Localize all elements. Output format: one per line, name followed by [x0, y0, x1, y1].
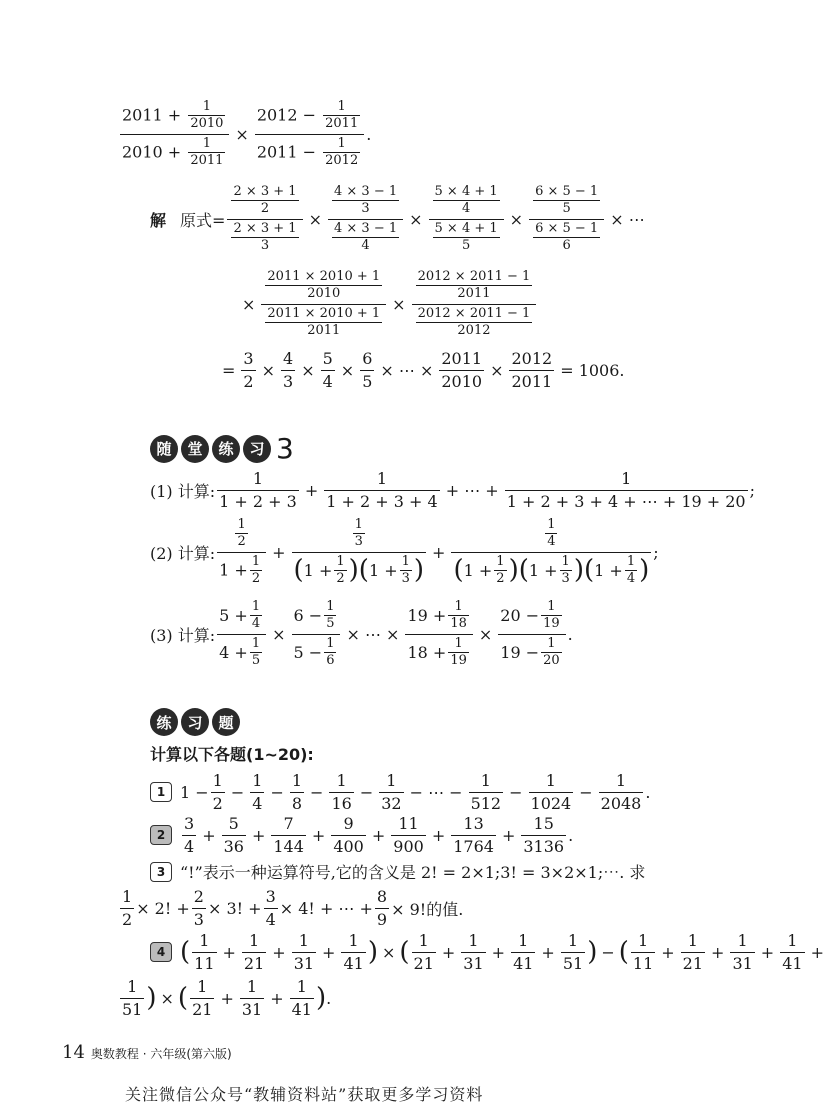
- heading-badge: 题: [212, 708, 240, 736]
- fraction: 1 20: [543, 635, 560, 668]
- fraction: 19 + 1 18 18 + 1 19: [405, 600, 472, 668]
- fraction: 11 900: [393, 814, 424, 856]
- fraction: [529, 185, 604, 253]
- fraction: 1 31: [463, 931, 484, 973]
- fraction: 3 4: [184, 814, 195, 856]
- fraction: 5 4: [322, 349, 333, 391]
- fraction: 1 6: [326, 635, 335, 668]
- fraction: 2012 2011: [511, 349, 553, 391]
- solution-row-2: × $\frac{2011 \times 2010 + 1}{2010}$ $\frac{2011 \times 2010 + 1}{2011}$ × $\frac{2012 \times 2011 - 1}{2011}$ $\frac{2012 \times 2011 - 1}{2012}$: [238, 270, 538, 338]
- question-marker: 3: [150, 862, 172, 882]
- fraction: $\frac{3}{4}$: [265, 887, 276, 929]
- solution-fractions: $\frac{2 \times 3 + 1}{2}$ $\frac{2 \times 3 + 1}{3}$ × $\frac{4 \times 3 - 1}{3}$ $\frac{4 \times 3 - 1}{4}$ × $\frac{5 \times 4 + 1}{4}$ $\frac{5 \times 4 + 1}{5}$ × $\frac{6 \times 5 - 1}{5}$ $\frac{6 \times 5 - 1}{6}$: [225, 185, 606, 253]
- watermark: 关注微信公众号“教辅资料站”获取更多学习资料: [125, 1085, 484, 1104]
- question-marker: 2: [150, 825, 172, 845]
- fraction: 1 51: [562, 931, 584, 973]
- heading-badge: 练: [212, 435, 240, 463]
- solution-simplified: 3 2 × 4 3 × 5 4 × 6 5: [243, 349, 373, 391]
- fraction: 1 16: [331, 771, 352, 813]
- heading-badge: 堂: [181, 435, 209, 463]
- fraction: 9 400: [333, 814, 364, 856]
- fraction: 1 19: [543, 599, 560, 632]
- fraction: 1 512: [470, 771, 502, 813]
- fraction: 1 41: [343, 931, 364, 973]
- heading-badge: 练: [150, 708, 178, 736]
- practice-heading: [150, 432, 294, 465]
- fraction: 1 8: [291, 771, 303, 813]
- fraction: 5 + 1 4 4 + 1 5: [217, 600, 266, 668]
- question-marker: 1: [150, 782, 172, 802]
- fraction: $\frac{8}{9}$: [376, 887, 388, 929]
- fraction: 1 5: [326, 599, 335, 632]
- example-expression: 2011 + $\frac{1}{2010}$ 2010 + $\frac{1}{2011}$ × 2012 − $\frac{1}{2011}$ 2011 − $\frac{1}{2012}$ .: [122, 99, 372, 168]
- fraction: 2011 2010: [441, 349, 483, 391]
- solution-label: 解: [150, 210, 167, 230]
- solution-row-1: 解 原式= $\frac{2 \times 3 + 1}{2}$ $\frac{2 \times 3 + 1}{3}$ × $\frac{4 \times 3 - 1}{3}$ $\frac{4 \times 3 - 1}{4}$ × $\frac{5 \times 4 + 1}{4}$ $\frac{5 \times 4 + 1}{5}$ × $\frac{6 \times 5 - 1}{5}$ $\frac{6 \times 5 - 1}{6}$ × ⋯: [150, 184, 645, 253]
- page-number: 14: [62, 1042, 85, 1063]
- fraction: 3 2: [243, 349, 254, 391]
- fraction: 1 31: [732, 931, 753, 973]
- exercise-1: 1 1 − 1 2 − 1 4 − 1 8 − 1 16 − 1 32 − ⋯ − 1 512 − 1 1024 − 1 2048 .: [150, 772, 650, 812]
- exercise-3: 3 “!”表示一种运算符号,它的含义是 2! = 2×1;3! = 3×2×1;⋯. 求: [150, 860, 645, 883]
- fraction: 1 32: [381, 771, 402, 813]
- solution-simplified-2: 2011 2010 × 2012 2011: [441, 349, 553, 391]
- book-title: 奥数教程 · 六年级(第六版): [90, 1047, 232, 1061]
- fraction: 1 18: [450, 599, 467, 632]
- fraction: $\frac{6 \times 5 - 1}{6}$: [535, 220, 599, 253]
- fraction: 1 5: [251, 635, 261, 668]
- fraction: $\frac{2 \times 3 + 1}{2}$: [233, 184, 297, 217]
- fraction: 1 4: [252, 771, 263, 813]
- fraction: 6 5: [362, 349, 373, 391]
- fraction: 1 21: [243, 931, 265, 973]
- fraction: 1 41: [291, 977, 312, 1019]
- fraction: 1 21: [413, 931, 434, 973]
- fraction: $\frac{5 \times 4 + 1}{4}$: [434, 184, 498, 217]
- fraction: $\frac{2 \times 3 + 1}{3}$: [233, 220, 297, 253]
- fraction: 7 144: [273, 814, 304, 856]
- exercise-2: 2 3 4 + 5 36 + 7 144 + 9 400 + 11 900 + 13 1764 + 15 3136 .: [150, 815, 573, 855]
- fraction: 1 31: [293, 931, 315, 973]
- fraction: $\frac{2011 \times 2010 + 1}{2010}$: [267, 269, 381, 302]
- fraction: 1 21: [192, 977, 213, 1019]
- fraction: 1 2: [212, 771, 223, 813]
- exercises-intro: 计算以下各题(1~20):: [150, 745, 314, 764]
- fraction: 1 21: [682, 931, 704, 973]
- fraction: 6 − 1 5 5 − 1 6: [292, 600, 341, 668]
- question-marker: 4: [150, 942, 172, 962]
- exercise-3-cont: $\frac{1}{2}$ × 2! + $\frac{2}{3}$ × 3! + $\frac{3}{4}$ × 4! + ⋯ + $\frac{8}{9}$ × 9!的值.: [122, 887, 464, 929]
- fraction: $\frac{6 \times 5 - 1}{5}$: [535, 184, 599, 217]
- fraction: $\frac{2011 \times 2010 + 1}{2011}$: [267, 305, 381, 338]
- heading-badge: 习: [243, 435, 271, 463]
- fraction: 13 1764: [453, 814, 494, 856]
- heading-badge: 习: [181, 708, 209, 736]
- fraction: $\frac{1}{2}$: [122, 887, 133, 929]
- fraction: 1 19: [450, 635, 467, 668]
- fraction: 1 4: [251, 599, 261, 632]
- fraction: 5 36: [223, 814, 244, 856]
- fraction: 1 41: [782, 931, 803, 973]
- fraction: $\frac{4 \times 3 - 1}{4}$: [333, 220, 398, 253]
- fraction: 1 11: [194, 931, 215, 973]
- fraction: [412, 270, 537, 338]
- fraction: 20 − 1 19 19 − 1 20: [498, 600, 565, 668]
- fraction: 1 51: [122, 977, 143, 1019]
- page-footer: [62, 1042, 232, 1063]
- solution-row-3: = 3 2 × 4 3 × 5 4 × 6 5 × ⋯ × 2011 2010 × 2012 2011 = 1006.: [222, 349, 625, 391]
- fraction: 2012 − $\frac{1}{2011}$ 2011 − $\frac{1}{2012}$: [255, 100, 364, 168]
- fraction: 1 11: [632, 931, 654, 973]
- practice-number: 3: [276, 432, 294, 465]
- fraction: 1 41: [513, 931, 534, 973]
- fraction: $\frac{2012 \times 2011 - 1}{2012}$: [417, 305, 531, 338]
- fraction: 15 3136: [523, 814, 565, 856]
- fraction: 1 2048: [600, 771, 642, 813]
- practice-problem-2: (2) 计算: $\frac{1}{2}$ 1 + $\frac{1}{2}$ + $\frac{1}{3}$ ( 1 + 1 2 ) ( 1 + 1 3 ) + $\frac{1}{4}$ ( 1 + 1 2 ) ( 1 + 1 3 ) ( 1 + 1 4 ) ;: [150, 517, 659, 586]
- fraction: 1 31: [241, 977, 263, 1019]
- practice-problem-1: (1) 计算: 1 1 + 2 + 3 + 1 1 + 2 + 3 + 4 + ⋯ + 1 1 + 2 + 3 + 4 + ⋯ + 19 + 20 ;: [150, 469, 755, 511]
- solution-fractions-2: $\frac{2011 \times 2010 + 1}{2010}$ $\frac{2011 \times 2010 + 1}{2011}$ × $\frac{2012 \times 2011 - 1}{2011}$ $\frac{2012 \times 2011 - 1}{2012}$: [259, 270, 538, 338]
- exercises-heading: [150, 708, 243, 736]
- fraction: 1 1024: [530, 771, 572, 813]
- fraction: $\frac{2}{3}$: [193, 887, 204, 929]
- fraction: [328, 185, 403, 253]
- fraction: $\frac{5 \times 4 + 1}{5}$: [434, 220, 498, 253]
- practice-problem-3: (3) 计算: 5 + 1 4 4 + 1 5 × 6 − 1 5 5 − 1 6 × ⋯ × 19 + 1 18 18 + 1 19 × 20 − 1 19 19 − 1 20 .: [150, 599, 573, 668]
- exercise-4-cont: 1 51 ) × ( 1 21 + 1 31 + 1 41 ) .: [122, 977, 332, 1019]
- fraction: [227, 185, 302, 253]
- fraction: $\frac{4 \times 3 - 1}{3}$: [333, 184, 398, 217]
- fraction: 2011 + $\frac{1}{2010}$ 2010 + $\frac{1}{2011}$: [120, 100, 229, 168]
- heading-badge: 随: [150, 435, 178, 463]
- fraction: [429, 185, 504, 253]
- fraction: [261, 270, 386, 338]
- fraction: $\frac{2012 \times 2011 - 1}{2011}$: [417, 269, 531, 302]
- fraction: 4 3: [283, 349, 294, 391]
- exercise-4: 4 ( 1 11 + 1 21 + 1 31 + 1 41 ) × ( 1 21 + 1 31 + 1 41 + 1 51 ) − ( 1 11 + 1 21 + 1 31 + 1 41 +: [150, 932, 828, 972]
